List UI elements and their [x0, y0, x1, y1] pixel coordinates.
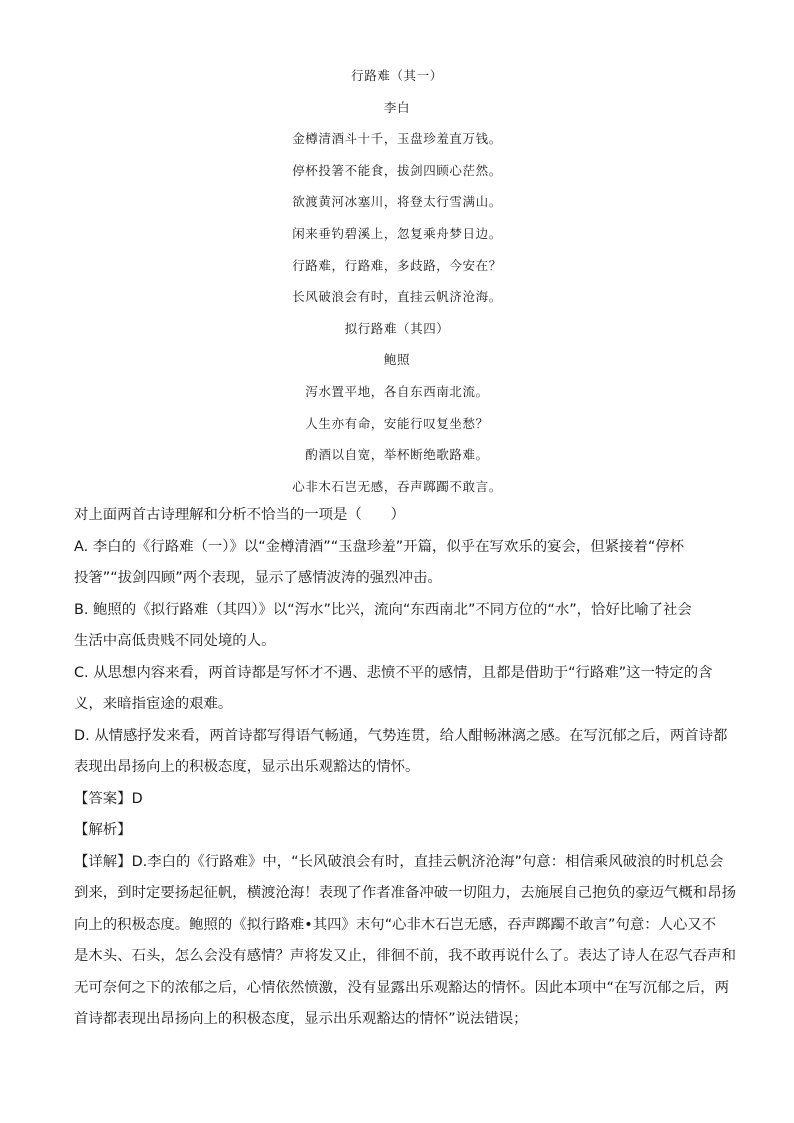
analysis-tag: 【解析】 — [74, 822, 132, 838]
poem1-line-1: 金樽清酒斗十千，玉盘珍羞直万钱。 — [292, 131, 502, 147]
poem2-line-1: 泻水置平地，各自东西南北流。 — [305, 383, 489, 399]
option-c — [74, 658, 724, 721]
option-d-line-1: D. 从情感抒发来看，两首诗都写得语气畅通，气势连贯，给人酣畅淋漓之感。在写沉郁之后，两首诗都 — [74, 727, 728, 744]
option-b-line-2: 生活中高低贵贱不同处境的人。 — [74, 633, 276, 649]
option-d-line-2: 表现出昂扬向上的积极态度，显示出乐观豁达的情怀。 — [74, 759, 420, 775]
poem2-title: 拟行路难（其四） — [344, 320, 450, 336]
poem2-author: 鲍照 — [383, 352, 411, 368]
option-a-line-2: 投箸”“拔剑四顾”两个表现，显示了感情波涛的强烈冲击。 — [74, 570, 442, 586]
detail-line-2: 到来，到时定要扬起征帆，横渡沧海！表现了作者准备冲破一切阻力，去施展自己抱负的豪迈气概和昂扬 — [74, 885, 736, 901]
poem1-line-3: 欲渡黄河冰塞川，将登太行雪满山。 — [292, 194, 502, 210]
detail-line-5: 无可奈何之下的浓郁之后，心情依然愤激，没有显露出乐观豁达的情怀。因此本项中“在写沉郁之后，两 — [74, 979, 730, 996]
poem1-line-4: 闲来垂钓碧溪上，忽复乘舟梦日边。 — [292, 225, 502, 241]
poem1-author: 李白 — [383, 99, 411, 115]
detail-line-4: 是木头、石头，怎么会没有感情？声将发又止，徘徊不前，我不敢再说什么了。表达了诗人在忍气吞声和 — [74, 948, 736, 964]
poem2-line-3: 酌酒以自宽，举杯断绝歌路难。 — [305, 447, 489, 463]
poem2-line-2: 人生亦有命，安能行叹复坐愁？ — [305, 415, 489, 431]
option-c-line-1: C. 从思想内容来看，两首诗都是写怀才不遇、悲愤不平的感情，且都是借助于“行路难”这一特定的含 — [74, 664, 713, 681]
detail-text-1: D.李白的《行路难》中，“长风破浪会有时，直挂云帆济沧海”句意：相信乘风破浪的时机总会 — [131, 853, 724, 870]
option-b — [74, 595, 724, 658]
poem2-line-4: 心非木石岂无感，吞声踯躅不敢言。 — [292, 478, 502, 494]
answer-value: D — [131, 790, 143, 807]
detail-line-6: 首诗都表现出昂扬向上的积极态度，显示出乐观豁达的情怀”说法错误； — [74, 1011, 528, 1027]
option-d — [74, 721, 728, 784]
detail-tag: 【详解】 — [74, 853, 132, 870]
option-c-line-2: 义，来暗指宦途的艰难。 — [74, 696, 233, 712]
option-a — [74, 532, 724, 595]
answer-line — [74, 784, 724, 816]
answer-tag: 【答案】 — [74, 790, 132, 807]
poem1-line-5: 行路难，行路难，多歧路，今安在？ — [292, 257, 502, 273]
poem1-line-2: 停杯投箸不能食，拔剑四顾心茫然。 — [292, 162, 502, 178]
poem1-line-6: 长风破浪会有时，直挂云帆济沧海。 — [292, 289, 502, 305]
detail-line-1 — [74, 847, 724, 879]
question-block — [74, 500, 736, 1036]
poems-section — [0, 60, 794, 502]
question-stem: 对上面两首古诗理解和分析不恰当的一项是（ ） — [74, 507, 405, 523]
analysis-detail — [74, 847, 736, 1036]
option-a-line-1: A. 李白的《行路难（一）》以“金樽清酒”“玉盘珍羞”开篇，似乎在写欢乐的宴会，但紧接着“停杯 — [74, 538, 685, 555]
option-b-line-1: B. 鲍照的《拟行路难（其四）》以“泻水”比兴，流向“东西南北”不同方位的“水”，恰好比喻了社会 — [74, 601, 692, 618]
detail-line-3: 向上的积极态度。鲍照的《拟行路难•其四》末句“心非木石岂无感，吞声踯躅不敢言”句意：人心又不 — [74, 916, 717, 933]
poem1-title: 行路难（其一） — [351, 68, 443, 83]
